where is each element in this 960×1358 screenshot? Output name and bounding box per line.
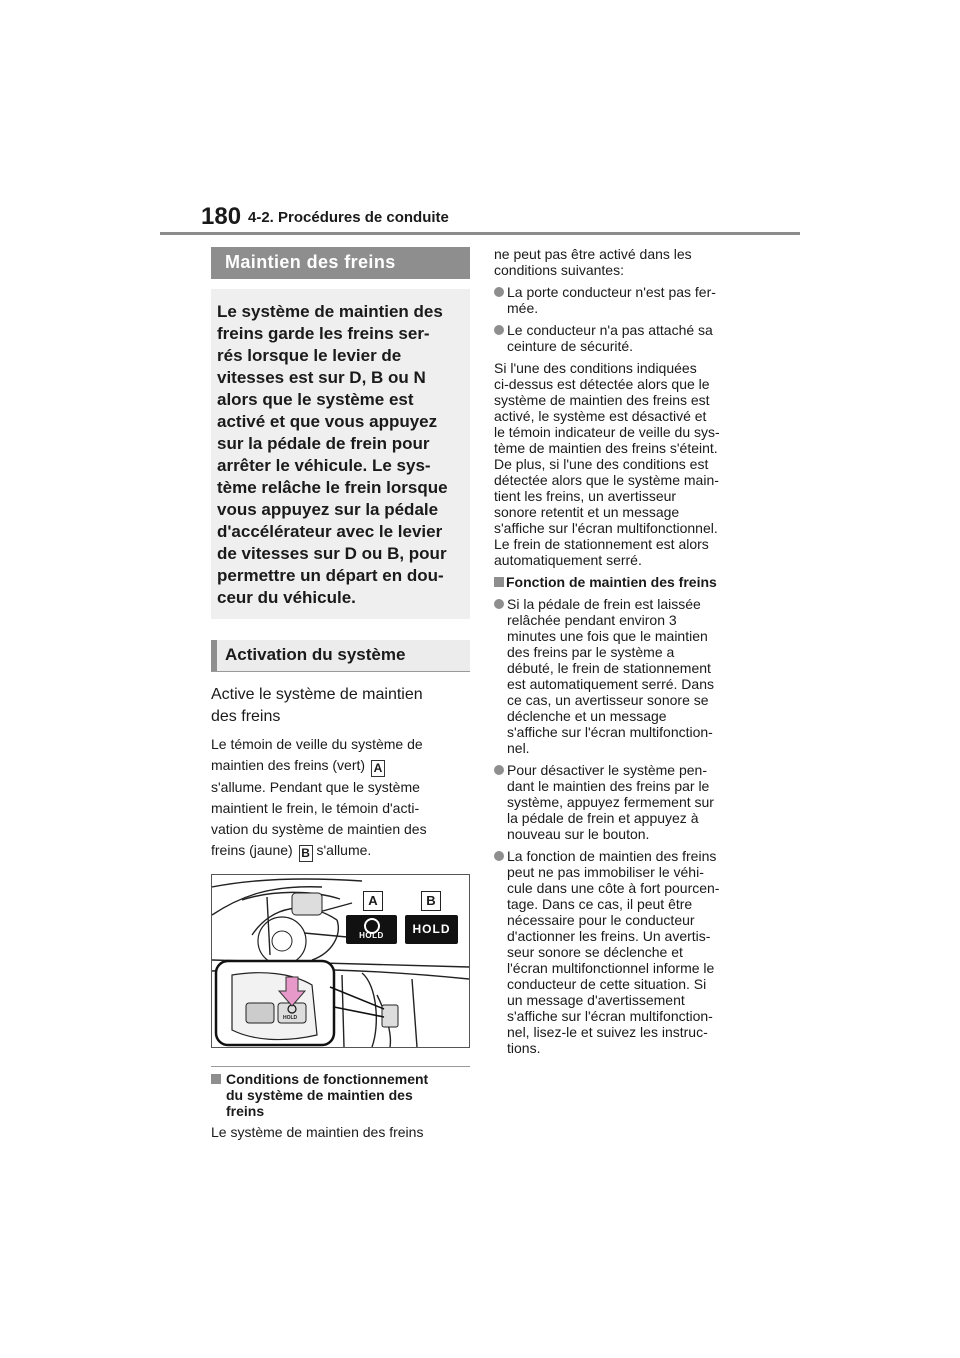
figure-label-a: A <box>363 891 383 911</box>
list-item <box>494 596 759 756</box>
list-item <box>494 284 759 316</box>
hold-active-indicator: HOLD <box>405 915 458 944</box>
square-bullet-icon <box>211 1074 221 1084</box>
list-item <box>494 848 759 1056</box>
indicator-text-1: Le témoin de veille du système de maintien des freins (vert) <box>211 736 423 773</box>
list-item-text: Si la pédale de frein est laissée relâchée pendant environ 3 minutes une fois que le maintien des freins par le système a débuté, le frein de stationnement est automatiquement serré. Dans ce cas, un avertisseur sonore se déclenche et un message s'affiche sur l'écran multifonction- nel. <box>507 596 714 756</box>
hold-standby-text: HOLD <box>359 931 384 940</box>
round-bullet-icon <box>494 599 504 609</box>
section-title: 4-2. Procédures de conduite <box>248 209 449 226</box>
intro-summary: Le système de maintien des freins garde les freins ser- rés lorsque le levier de vitesses est sur D, B ou N alors que le système est activé et que vous appuyez sur la pédale de frein pour arrêter le véhicule. Le sys- tème relâche le frein lorsque vous appuyez sur la pédale d'accélérateur avec le levier de vitesses sur D ou B, pour permettre un départ en dou- ceur du véhicule. <box>211 289 470 619</box>
round-bullet-icon <box>494 851 504 861</box>
conditions-text: Le système de maintien des freins <box>211 1124 424 1140</box>
list-item-text: Pour désactiver le système pen- dant le maintien des freins par le système, appuyez fermement sur la pédale de frein et appuyez à nouveau sur le bouton. <box>507 762 714 842</box>
switch-label: HOLD <box>283 1015 298 1021</box>
function-heading-text: Fonction de maintien des freins <box>506 574 717 590</box>
subsection-heading <box>211 640 470 672</box>
subsection-heading-text: Activation du système <box>217 640 470 671</box>
list-item-text: La porte conducteur n'est pas fer- mée. <box>507 284 716 316</box>
conditions-heading-text: Conditions de fonctionnement du système de maintien des freins <box>226 1071 429 1119</box>
callout-a: A <box>371 760 385 777</box>
square-bullet-icon <box>494 577 504 587</box>
figure-label-b: B <box>421 891 441 911</box>
round-bullet-icon <box>494 287 504 297</box>
function-heading <box>494 574 759 590</box>
list-item <box>494 322 759 354</box>
subsection-divider <box>211 1066 470 1067</box>
section-heading: Maintien des freins <box>211 247 470 279</box>
list-item <box>494 762 759 842</box>
round-bullet-icon <box>494 765 504 775</box>
activation-lead: Active le système de maintien des freins <box>211 686 423 725</box>
list-item-text: Le conducteur n'a pas attaché sa ceinture de sécurité. <box>507 322 713 354</box>
round-bullet-icon <box>494 325 504 335</box>
indicator-paragraph <box>211 734 470 862</box>
conditions-heading <box>211 1071 470 1119</box>
header-divider <box>160 232 800 235</box>
deactivation-paragraph: Si l'une des conditions indiquées ci-dessus est détectée alors que le système de maintien des freins est activé, le système est désactivé et le témoin indicateur de veille du sys- tème de maintien des freins s'éteint. De plus, si l'une des conditions est détectée alors que le système main- tient les freins, un avertisseur sonore retentit et un message s'affiche sur l'écran multifonctionnel. Le frein de stationnement est alors automatiquement serré. <box>494 360 720 568</box>
callout-b: B <box>299 845 313 862</box>
page-number: 180 <box>201 203 242 230</box>
right-column <box>494 246 759 1056</box>
left-column <box>211 247 470 1140</box>
list-item-text: La fonction de maintien des freins peut ne pas immobiliser le véhi- cule dans une côte à fort pourcen- tage. Dans ce cas, il peut être nécessaire pour le conducteur d'actionner les freins. Un avertis- seur sonore se déclenche et l'écran multifonctionnel informe le conducteur de cette situation. Si un message d'avertissement s'affiche sur l'écran multifonction- nel, lisez-le et suivez les instruc- tions. <box>507 848 720 1056</box>
indicator-text-3: s'allume. <box>312 842 372 858</box>
hold-switch-illustration <box>211 874 470 1048</box>
hold-standby-indicator <box>346 915 397 944</box>
indicator-text-2: s'allume. Pendant que le système maintient le frein, le témoin d'acti- vation du système de maintien des freins (jaune) <box>211 779 427 858</box>
conditions-continued: ne peut pas être activé dans les conditions suivantes: <box>494 246 692 278</box>
